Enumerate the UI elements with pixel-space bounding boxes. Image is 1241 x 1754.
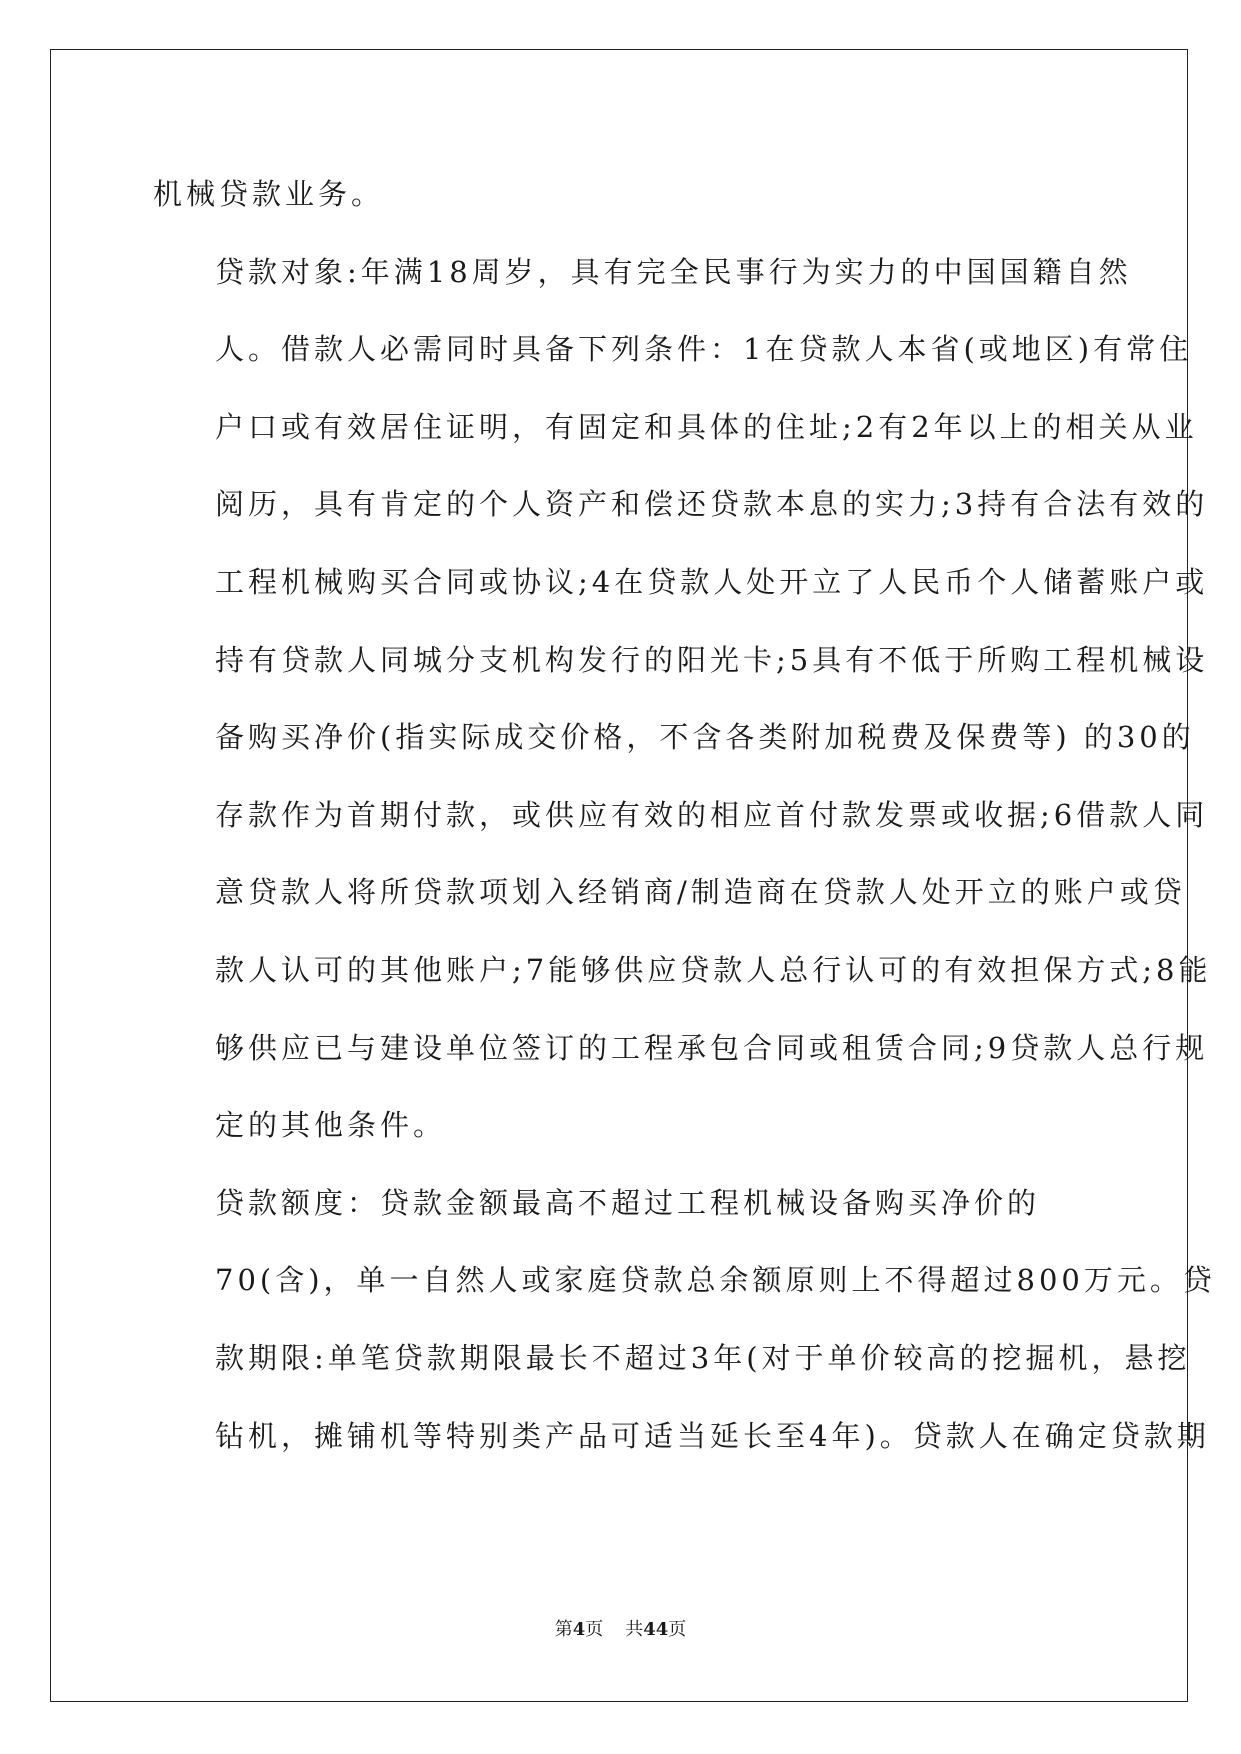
text-line: 够供应已与建设单位签订的工程承包合同或租赁合同;9贷款人总行规	[215, 1030, 1209, 1065]
text-line: 工程机械购买合同或协议;4在贷款人处开立了人民币个人储蓄账户或	[215, 564, 1209, 599]
page-suffix: 页	[585, 1619, 604, 1640]
text-line: 贷款额度：贷款金额最高不超过工程机械设备购买净价的	[215, 1185, 1041, 1220]
paragraph-2	[153, 234, 1212, 1165]
page-footer	[0, 1615, 1241, 1641]
total-pages: 44	[643, 1619, 669, 1640]
page-prefix: 第	[554, 1619, 573, 1640]
text-line: 钻机，摊铺机等特别类产品可适当延长至4年)。贷款人在确定贷款期	[215, 1418, 1210, 1453]
page-number: 4	[572, 1619, 586, 1640]
text-line: 持有贷款人同城分支机构发行的阳光卡;5具有不低于所购工程机械设	[215, 642, 1209, 677]
document-body	[153, 156, 1216, 1475]
text-line: 款期限:单笔贷款期限最长不超过3年(对于单价较高的挖掘机，悬挖	[215, 1340, 1191, 1375]
text-line: 阅历，具有肯定的个人资产和偿还贷款本息的实力;3持有合法有效的	[215, 487, 1209, 522]
text-line: 款人认可的其他账户;7能够供应贷款人总行认可的有效担保方式;8能	[215, 952, 1212, 987]
text-line: 户口或有效居住证明，有固定和具体的住址;2有2年以上的相关从业	[215, 409, 1198, 444]
paragraph-1	[153, 156, 1093, 234]
text-line: 70(含)，单一自然人或家庭贷款总余额原则上不得超过800万元。贷	[215, 1263, 1216, 1298]
text-line: 贷款对象:年满18周岁，具有完全民事行为实力的中国国籍自然	[215, 254, 1132, 289]
total-prefix: 共	[625, 1619, 644, 1640]
text-line: 机械贷款业务。	[153, 177, 385, 211]
text-line: 人。借款人必需同时具备下列条件：1在贷款人本省(或地区)有常住	[215, 332, 1193, 367]
text-line: 备购买净价(指实际成交价格，不含各类附加税费及保费等) 的30的	[215, 720, 1195, 755]
text-line: 定的其他条件。	[215, 1108, 447, 1143]
total-suffix: 页	[668, 1619, 687, 1640]
text-line: 存款作为首期付款，或供应有效的相应首付款发票或收据;6借款人同	[215, 797, 1209, 832]
paragraph-3	[153, 1165, 1216, 1475]
text-line: 意贷款人将所贷款项划入经销商/制造商在贷款人处开立的账户或贷	[215, 875, 1186, 910]
